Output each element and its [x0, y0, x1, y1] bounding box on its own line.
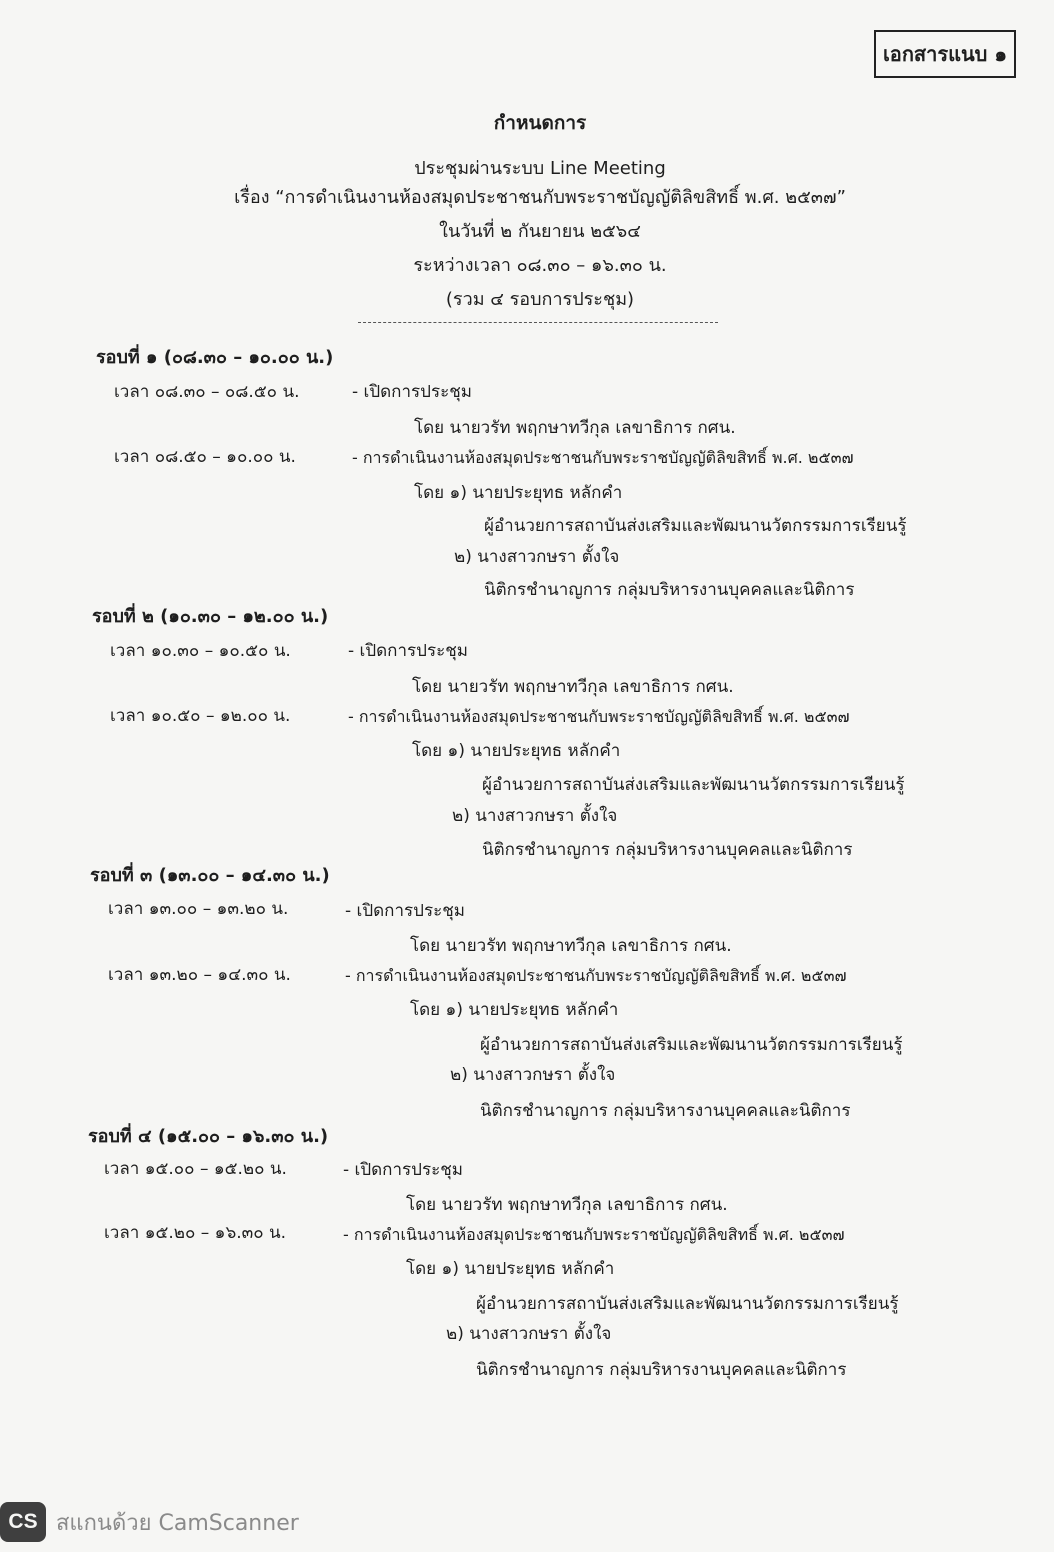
camscanner-logo-icon: CS	[0, 1502, 46, 1542]
round-heading: รอบที่ ๔ (๑๕.๐๐ – ๑๖.๓๐ น.)	[88, 1126, 329, 1147]
header-line-2: เรื่อง “การดำเนินงานห้องสมุดประชาชนกับพระราชบัญญัติลิขสิทธิ์ พ.ศ. ๒๕๓๗”	[234, 187, 846, 208]
page-title: กำหนดการ	[493, 112, 587, 134]
slot-presenter: โดย นายวรัท พฤกษาทวีกุล เลขาธิการ กศน.	[414, 418, 736, 438]
speaker-1: โดย ๑) นายประยุทธ หลักคำ	[412, 741, 621, 761]
header-line-5: (รวม ๔ รอบการประชุม)	[445, 289, 635, 310]
slot-time: เวลา ๑๐.๓๐ – ๑๐.๕๐ น.	[110, 641, 291, 661]
slot-presenter: โดย นายวรัท พฤกษาทวีกุล เลขาธิการ กศน.	[410, 936, 732, 956]
slot-item: - การดำเนินงานห้องสมุดประชาชนกับพระราชบัญญัติลิขสิทธิ์ พ.ศ. ๒๕๓๗	[352, 448, 854, 467]
speaker-1-position: ผู้อำนวยการสถาบันส่งเสริมและพัฒนานวัตกรรมการเรียนรู้	[476, 1294, 899, 1314]
speaker-2: ๒) นางสาวกษรา ตั้งใจ	[454, 547, 620, 567]
slot-item: - เปิดการประชุม	[345, 901, 465, 921]
speaker-2-position: นิติกรชำนาญการ กลุ่มบริหารงานบุคคลและนิติการ	[482, 840, 853, 860]
header-line-4: ระหว่างเวลา ๐๘.๓๐ – ๑๖.๓๐ น.	[413, 255, 667, 276]
round-heading: รอบที่ ๑ (๐๘.๓๐ – ๑๐.๐๐ น.)	[96, 347, 334, 368]
slot-time: เวลา ๑๕.๐๐ – ๑๕.๒๐ น.	[104, 1159, 287, 1179]
watermark-text: สแกนด้วย CamScanner	[56, 1510, 299, 1536]
round-heading: รอบที่ ๓ (๑๓.๐๐ – ๑๔.๓๐ น.)	[90, 865, 330, 886]
slot-time: เวลา ๐๘.๕๐ – ๑๐.๐๐ น.	[114, 447, 296, 467]
header-line-1: ประชุมผ่านระบบ Line Meeting	[414, 158, 666, 179]
speaker-1: โดย ๑) นายประยุทธ หลักคำ	[406, 1259, 615, 1279]
camscanner-watermark	[0, 1500, 299, 1544]
header-line-3: ในวันที่ ๒ กันยายน ๒๕๖๔	[439, 221, 641, 242]
slot-time: เวลา ๑๕.๒๐ – ๑๖.๓๐ น.	[104, 1223, 287, 1243]
speaker-2: ๒) นางสาวกษรา ตั้งใจ	[446, 1324, 612, 1344]
round-heading: รอบที่ ๒ (๑๐.๓๐ – ๑๒.๐๐ น.)	[92, 606, 329, 627]
divider	[358, 322, 718, 323]
slot-item: - เปิดการประชุม	[352, 382, 472, 402]
speaker-2-position: นิติกรชำนาญการ กลุ่มบริหารงานบุคคลและนิติการ	[476, 1360, 847, 1380]
speaker-2: ๒) นางสาวกษรา ตั้งใจ	[452, 806, 618, 826]
speaker-2-position: นิติกรชำนาญการ กลุ่มบริหารงานบุคคลและนิติการ	[480, 1101, 851, 1121]
slot-time: เวลา ๐๘.๓๐ – ๐๘.๕๐ น.	[114, 382, 300, 402]
slot-item: - เปิดการประชุม	[343, 1160, 463, 1180]
slot-item: - เปิดการประชุม	[348, 641, 468, 661]
slot-presenter: โดย นายวรัท พฤกษาทวีกุล เลขาธิการ กศน.	[406, 1195, 728, 1215]
slot-item: - การดำเนินงานห้องสมุดประชาชนกับพระราชบัญญัติลิขสิทธิ์ พ.ศ. ๒๕๓๗	[348, 707, 850, 726]
speaker-1-position: ผู้อำนวยการสถาบันส่งเสริมและพัฒนานวัตกรรมการเรียนรู้	[484, 516, 907, 536]
slot-time: เวลา ๑๓.๐๐ – ๑๓.๒๐ น.	[108, 899, 289, 919]
slot-item: - การดำเนินงานห้องสมุดประชาชนกับพระราชบัญญัติลิขสิทธิ์ พ.ศ. ๒๕๓๗	[343, 1225, 845, 1244]
speaker-1-position: ผู้อำนวยการสถาบันส่งเสริมและพัฒนานวัตกรรมการเรียนรู้	[482, 775, 905, 795]
speaker-2-position: นิติกรชำนาญการ กลุ่มบริหารงานบุคคลและนิติการ	[484, 580, 855, 600]
speaker-2: ๒) นางสาวกษรา ตั้งใจ	[450, 1065, 616, 1085]
speaker-1: โดย ๑) นายประยุทธ หลักคำ	[414, 483, 623, 503]
speaker-1-position: ผู้อำนวยการสถาบันส่งเสริมและพัฒนานวัตกรรมการเรียนรู้	[480, 1035, 903, 1055]
slot-presenter: โดย นายวรัท พฤกษาทวีกุล เลขาธิการ กศน.	[412, 677, 734, 697]
slot-time: เวลา ๑๓.๒๐ – ๑๔.๓๐ น.	[108, 965, 291, 985]
attachment-label: เอกสารแนบ ๑	[874, 30, 1016, 78]
slot-item: - การดำเนินงานห้องสมุดประชาชนกับพระราชบัญญัติลิขสิทธิ์ พ.ศ. ๒๕๓๗	[345, 966, 847, 985]
slot-time: เวลา ๑๐.๕๐ – ๑๒.๐๐ น.	[110, 706, 291, 726]
speaker-1: โดย ๑) นายประยุทธ หลักคำ	[410, 1000, 619, 1020]
